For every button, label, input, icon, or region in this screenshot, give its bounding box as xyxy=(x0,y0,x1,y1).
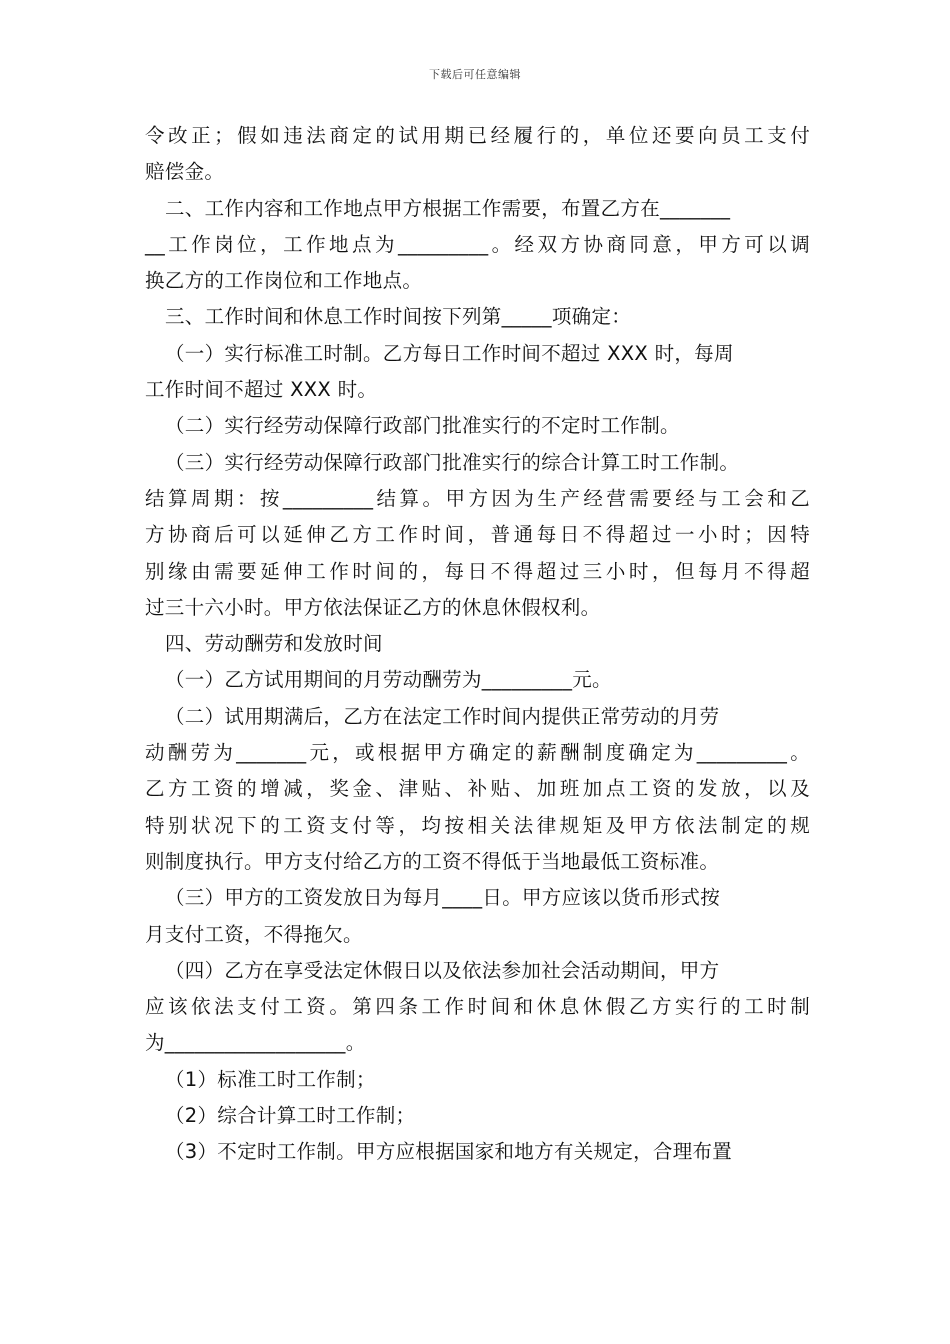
text-line: （三）实行经劳动保障行政部门批准实行的综合计算工时工作制。 xyxy=(165,450,740,474)
text-line: 特别状况下的工资支付等，均按相关法律规矩及甲方依法制定的规 xyxy=(145,813,810,837)
text-line: 结算周期：按_________结算。甲方因为生产经营需要经与工会和乙 xyxy=(145,486,810,510)
text-line: （四）乙方在享受法定休假日以及依法参加社会活动期间，甲方 xyxy=(165,958,720,982)
text-line: 工作时间不超过 XXX 时。 xyxy=(145,378,378,402)
text-line: （1）标准工时工作制； xyxy=(165,1067,376,1091)
text-line: （2）综合计算工时工作制； xyxy=(165,1104,416,1128)
text-line: 四、劳动酬劳和发放时间 xyxy=(165,632,383,656)
text-line: 令改正；假如违法商定的试用期已经履行的，单位还要向员工支付 xyxy=(145,124,810,147)
text-line: （3）不定时工作制。甲方应根据国家和地方有关规定，合理布置 xyxy=(165,1140,733,1164)
text-line: 应该依法支付工资。第四条工作时间和休息休假乙方实行的工时制 xyxy=(145,995,810,1019)
text-line: 赔偿金。 xyxy=(145,160,225,184)
text-line: 乙方工资的增减，奖金、津贴、补贴、加班加点工资的发放，以及 xyxy=(145,777,810,801)
text-line: __工作岗位，工作地点为_________。经双方协商同意，甲方可以调 xyxy=(145,232,810,256)
text-line: 动酬劳为_______元，或根据甲方确定的薪酬制度确定为_________。 xyxy=(145,741,810,765)
text-line: 换乙方的工作岗位和工作地点。 xyxy=(145,269,423,293)
text-line: （一）实行标准工时制。乙方每日工作时间不超过 XXX 时，每周 xyxy=(165,341,734,365)
text-line: 则制度执行。甲方支付给乙方的工资不得低于当地最低工资标准。 xyxy=(145,849,720,873)
text-line: （三）甲方的工资发放日为每月____日。甲方应该以货币形式按 xyxy=(165,886,720,910)
document-body xyxy=(145,118,810,1171)
text-line: 过三十六小时。甲方依法保证乙方的休息休假权利。 xyxy=(145,595,601,619)
page-header-note: 下载后可任意编辑 xyxy=(429,68,521,81)
text-line: （二）实行经劳动保障行政部门批准实行的不定时工作制。 xyxy=(165,414,680,438)
text-line: 别缘由需要延伸工作时间的，每日不得超过三小时，但每月不得超 xyxy=(145,559,810,583)
text-line: （一）乙方试用期间的月劳动酬劳为_________元。 xyxy=(165,668,612,692)
text-line: （二）试用期满后，乙方在法定工作时间内提供正常劳动的月劳 xyxy=(165,704,720,728)
text-line: 方协商后可以延伸乙方工作时间，普通每日不得超过一小时；因特 xyxy=(145,523,810,547)
text-line: 为__________________。 xyxy=(145,1031,366,1055)
text-line: 三、工作时间和休息工作时间按下列第_____项确定： xyxy=(165,305,632,329)
text-line: 二、工作内容和工作地点甲方根据工作需要，布置乙方在_______ xyxy=(165,196,731,220)
text-line: 月支付工资，不得拖欠。 xyxy=(145,922,363,946)
